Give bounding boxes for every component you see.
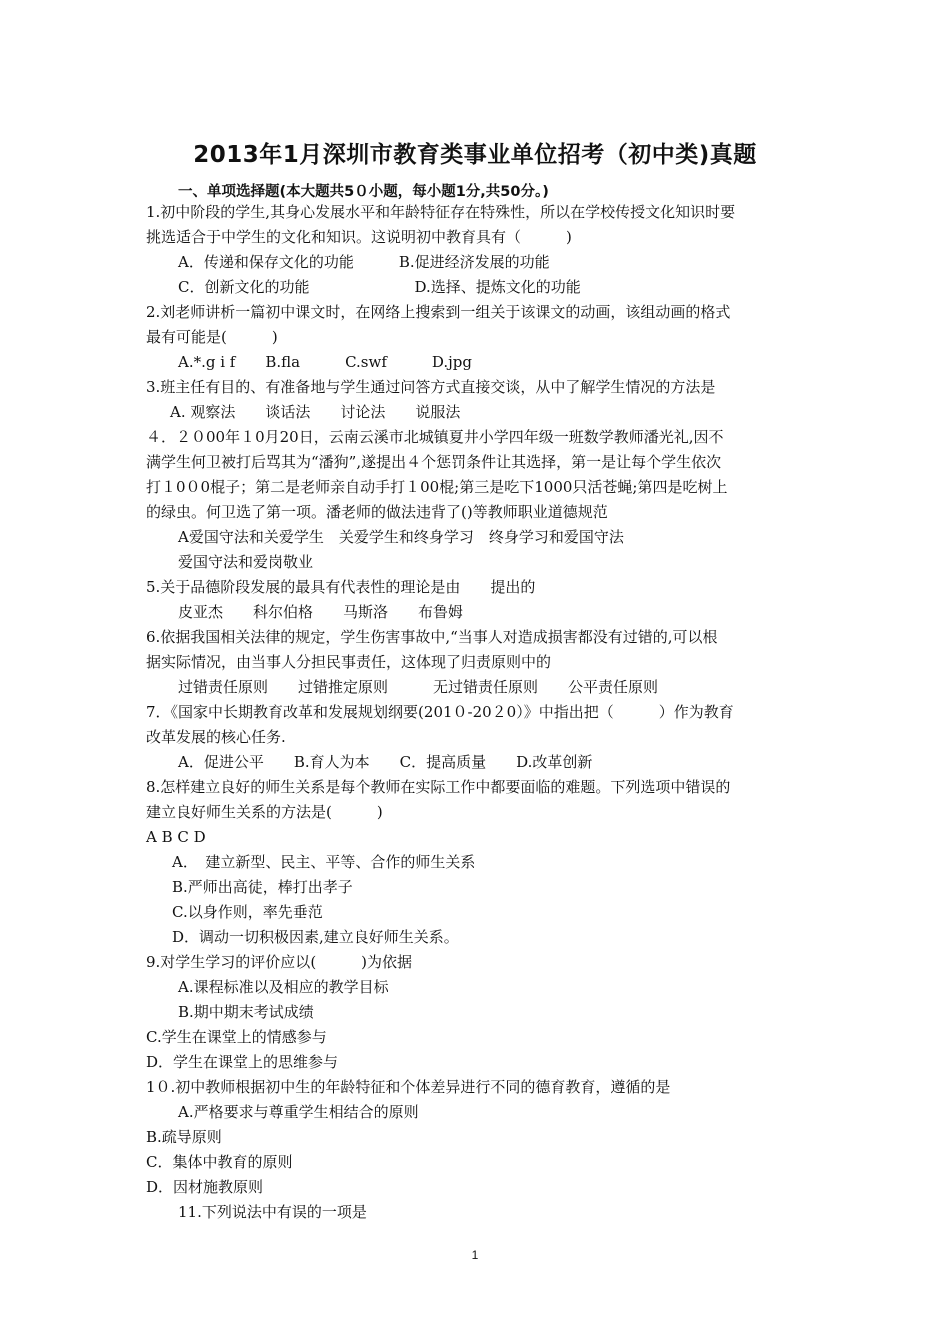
option-line: C.以身作则，率先垂范 — [172, 903, 323, 921]
option-line: A．促进公平 B.育人为本 C．提高质量 D.改革创新 — [178, 753, 593, 771]
option-line: C．创新文化的功能 D.选择、提炼文化的功能 — [178, 278, 581, 296]
option-line: A.*.g i f B.fla C.swf D.jpg — [178, 353, 473, 371]
text-line: 3.班主任有目的、有准备地与学生通过问答方式直接交谈，从中了解学生情况的方法是 — [146, 378, 716, 396]
page-number: 1 — [471, 1248, 479, 1262]
text-line: 5.关于品德阶段发展的最具有代表性的理论是由 提出的 — [146, 578, 536, 596]
text-line: 2.刘老师讲析一篇初中课文时，在网络上搜索到一组关于该课文的动画，该组动画的格式 — [146, 303, 731, 321]
text-line: A B C D — [146, 828, 206, 846]
option-line: D．学生在课堂上的思维参与 — [146, 1053, 339, 1071]
text-line: 1.初中阶段的学生,其身心发展水平和年龄特征存在特殊性，所以在学校传授文化知识时要 — [146, 203, 736, 221]
text-line: 建立良好师生关系的方法是( ) — [146, 803, 383, 821]
option-line: B.疏导原则 — [146, 1128, 222, 1146]
option-line: A．传递和保存文化的功能 B.促进经济发展的功能 — [178, 253, 550, 271]
text-line: 打１0０0棍子；第二是老师亲自动手打１00棍;第三是吃下1000只活苍蝇;第四是吃树上 — [146, 478, 728, 496]
option-line: A． 建立新型、民主、平等、合作的师生关系 — [172, 853, 476, 871]
option-line: D．调动一切积极因素,建立良好师生关系。 — [172, 928, 459, 946]
text-line: 8.怎样建立良好的师生关系是每个教师在实际工作中都要面临的难题。下列选项中错误的 — [146, 778, 731, 796]
text-line: 11.下列说法中有误的一项是 — [178, 1203, 367, 1221]
option-line: A. 观察法 谈话法 讨论法 说服法 — [170, 403, 461, 421]
option-line: A.课程标准以及相应的教学目标 — [178, 978, 389, 996]
option-line: 爱国守法和爱岗敬业 — [178, 553, 314, 571]
text-line: ４．２０00年１0月20日，云南云溪市北城镇夏井小学四年级一班数学教师潘光礼,因不 — [146, 428, 724, 446]
option-line: 过错责任原则 过错推定原则 无过错责任原则 公平责任原则 — [178, 678, 659, 696]
document-title: 2013年1月深圳市教育类事业单位招考（初中类)真题 — [193, 142, 757, 168]
text-line: 1０.初中教师根据初中生的年龄特征和个体差异进行不同的德育教育，遵循的是 — [146, 1078, 671, 1096]
text-line: 据实际情况，由当事人分担民事责任，这体现了归责原则中的 — [146, 653, 552, 671]
option-line: D．因材施教原则 — [146, 1178, 264, 1196]
option-line: A爱国守法和关爱学生 关爱学生和终身学习 终身学习和爱国守法 — [178, 528, 624, 546]
text-line: 满学生何卫被打后骂其为“潘狗”,遂提出４个惩罚条件让其选择，第一是让每个学生依次 — [146, 453, 722, 471]
option-line: B.严师出高徒，棒打出孝子 — [172, 878, 353, 896]
text-line: 挑选适合于中学生的文化和知识。这说明初中教育具有（ ) — [146, 228, 572, 246]
option-line: B.期中期末考试成绩 — [178, 1003, 314, 1021]
text-line: 6.依据我国相关法律的规定，学生伤害事故中,“当事人对造成损害都没有过错的,可以根 — [146, 628, 718, 646]
option-line: C．集体中教育的原则 — [146, 1153, 293, 1171]
text-line: 最有可能是( ) — [146, 328, 278, 346]
option-line: C.学生在课堂上的情感参与 — [146, 1028, 327, 1046]
text-line: 9.对学生学习的评价应以( )为依据 — [146, 953, 413, 971]
option-line: 皮亚杰 科尔伯格 马斯洛 布鲁姆 — [178, 603, 464, 621]
section-heading: 一、单项选择题(本大题共5０小题，每小题1分,共50分。) — [178, 184, 549, 200]
text-line: 的绿虫。何卫选了第一项。潘老师的做法违背了()等教师职业道德规范 — [146, 503, 608, 521]
option-line: A.严格要求与尊重学生相结合的原则 — [178, 1103, 419, 1121]
text-line: 改革发展的核心任务. — [146, 728, 286, 746]
text-line: 7．《国家中长期教育改革和发展规划纲要(201０-20２0）》中指出把（ ）作为教育 — [146, 703, 734, 721]
